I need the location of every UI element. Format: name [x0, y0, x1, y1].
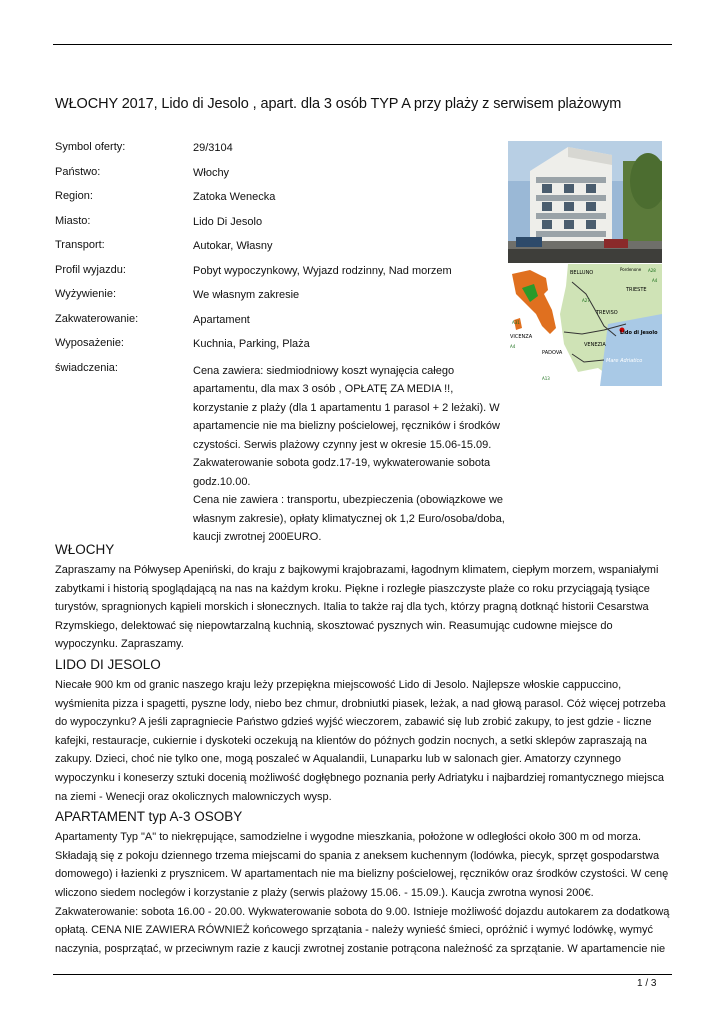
- map-label-lido: Lido di Jesolo: [620, 330, 658, 336]
- spec-label: Region:: [55, 190, 93, 202]
- section-wlochy: [55, 541, 672, 654]
- map-label-trieste: TRIESTE: [626, 287, 647, 293]
- spec-value: Kuchnia, Parking, Plaża: [193, 338, 310, 350]
- section-body: Zapraszamy na Półwysep Apeniński, do kraju z bajkowymi krajobrazami, łagodnym klimatem, ciepłym morzem, wspaniałymi zabytkami i historią spoglądającą na nas na każdym kroku. Piękne i rozległe piaszczyste plaże co roku przyciągają tysiące turystów, spragnionych kąpieli morskich i słonecznych. Italia to także raj dla tych, którzy pragną dotknąć historii Cesarstwa Rzymskiego, delektować się niepowtarzalną kuchnią, skosztować pysznych win. Reasumując cudowne miejsce do wypoczynku. Zapraszamy.: [55, 564, 659, 651]
- spec-label: świadczenia:: [55, 361, 118, 374]
- map-label-venezia: VENEZIA: [584, 342, 606, 348]
- map-label-a13: A13: [542, 376, 550, 381]
- section-lido: [55, 656, 672, 806]
- spec-row: [55, 141, 505, 166]
- spec-value: 29/3104: [193, 142, 233, 154]
- spec-label: Symbol oferty:: [55, 141, 126, 153]
- map-label-a4: A4: [652, 278, 658, 283]
- spec-row: [55, 337, 505, 362]
- map-label-pordenone: Pordenone: [620, 267, 642, 272]
- spec-value: Włochy: [193, 166, 230, 179]
- map-label-treviso: TREVISO: [596, 310, 618, 316]
- spec-row: [55, 166, 505, 191]
- spec-value: Apartament: [193, 313, 250, 326]
- map-label-a27: A27: [582, 298, 590, 303]
- spec-row: [55, 288, 505, 313]
- spec-label: Państwo:: [55, 165, 101, 178]
- page-number: 1 / 3: [637, 978, 657, 989]
- region-map-graphic: [508, 264, 662, 386]
- spec-row: [55, 215, 505, 240]
- spec-row: [55, 264, 505, 289]
- map-label-sea: Mare Adriatico: [606, 358, 643, 364]
- description-sections: [55, 541, 672, 960]
- spec-value-details: Cena zawiera: siedmiodniowy koszt wynajęcia całego apartamentu, dla max 3 osób , OPŁATĘ ZA MEDIA !!, korzystanie z plaży (dla 1 apartamentu 1 parasol + 2 leżaki). W apartamencie nie ma bielizny pościelowej, ręczników i środków czystości. Serwis plażowy czynny jest w okresie 15.06-15.09. Zakwaterowanie sobota godz.17-19, wykwaterowanie sobota godz.10.00. Cena nie zawiera : transportu, ubezpieczenia (obowiązkowe we własnym zakresie), opłaty klimatycznej ok 1,2 Euro/osoba/doba, kaucji zwrotnej 200EURO.: [193, 364, 505, 543]
- spec-value: Autokar, Własny: [193, 240, 273, 252]
- spec-value: Zatoka Wenecka: [193, 191, 276, 203]
- region-map: [508, 264, 662, 386]
- page-title: WŁOCHY 2017, Lido di Jesolo , apart. dla 3 osób TYP A przy plaży z serwisem plażowym: [55, 96, 622, 112]
- spec-row: [55, 362, 505, 547]
- section-heading: APARTAMENT typ A-3 OSOBY: [55, 809, 243, 825]
- hotel-photo: [508, 141, 662, 263]
- spec-value: Pobyt wypoczynkowy, Wyjazd rodzinny, Nad morzem: [193, 264, 452, 277]
- map-label-vicenza: VICENZA: [510, 334, 533, 340]
- spec-value: We własnym zakresie: [193, 289, 300, 301]
- map-label-padova: PADOVA: [542, 350, 563, 356]
- section-body: Niecałe 900 km od granic naszego kraju leży przepiękna miejscowość Lido di Jesolo. Najlepsze włoskie cappuccino, wyśmienita pizza i spagetti, pyszne lody, niebo bez chmur, drobniutki piasek, leżak, a nad głową parasol. Cóż więcej potrzeba do wypoczynku? A jeśli zapragniecie Państwo gdzieś wyjść wieczorem, zabawić się lub zrobić zakupy, to jest gdzie - liczne kafejki, restauracje, cukiernie i dyskoteki oczekują na klientów do późnych godzin nocnych, a setki sklepów zapraszają na zakupy. Dzieci, choć nie tylko one, mogą poszaleć w Aqualandii, Lunaparku lub w salonach gier. Amatorzy czynnego wypoczynku i koneserzy sztuki docenią możliwość dogłębnego poznania perły Adriatyku i najbardziej romantycznego miejsca na ziemi - Wenecji oraz okolicznych malowniczych wysp.: [55, 678, 666, 803]
- spec-label: Transport:: [55, 239, 105, 251]
- section-heading: LIDO DI JESOLO: [55, 656, 161, 672]
- bottom-rule: [53, 974, 672, 975]
- spec-label: Miasto:: [55, 214, 91, 227]
- map-label-a31: A31: [512, 320, 520, 325]
- spec-label: Wyposażenie:: [55, 337, 124, 349]
- offer-specs: [55, 141, 505, 547]
- section-apartament: [55, 808, 672, 958]
- map-label-a4-west: A4: [510, 344, 516, 349]
- hotel-photo-graphic: [508, 141, 662, 263]
- spec-label: Profil wyjazdu:: [55, 263, 126, 276]
- section-body: Apartamenty Typ "A" to niekrępujące, samodzielne i wygodne mieszkania, położone w odległości około 300 m od morza. Składają się z pokoju dziennego trzema miejscami do spania z aneksem kuchennym (lodówka, piecyk, sprzęt gospodarstwa domowego) i łazienki z prysznicem. W apartamentach nie ma bielizny pościelowej, ręczników oraz środków czystości. W cenę wliczono siedem noclegów i korzystanie z plaży (serwis plażowy 15.06. - 15.09.). Kaucja zwrotna wynosi 200€. Zakwaterowanie: sobota 16.00 - 20.00. Wykwaterowanie sobota do 9.00. Istnieje możliwość dojazdu autokarem za dodatkową opłatą. CENA NIE ZAWIERA RÓWNIEŻ końcowego sprzątania - należy wynieść śmieci, opróżnić i wymyć lodówkę, wymyć naczynia, posprzątać, w przeciwnym razie z kaucji zwrotnej zostanie potrącona należność za sprzątanie. W apartamencie nie: [55, 831, 670, 955]
- spec-row: [55, 313, 505, 338]
- spec-label: Zakwaterowanie:: [55, 312, 139, 325]
- spec-value: Lido Di Jesolo: [193, 215, 263, 228]
- top-rule: [53, 44, 672, 45]
- spec-row: [55, 239, 505, 264]
- spec-label: Wyżywienie:: [55, 288, 117, 300]
- map-label-belluno: BELLUNO: [570, 270, 594, 276]
- spec-row: [55, 190, 505, 215]
- section-heading: WŁOCHY: [55, 542, 115, 557]
- map-label-a28: A28: [648, 268, 656, 273]
